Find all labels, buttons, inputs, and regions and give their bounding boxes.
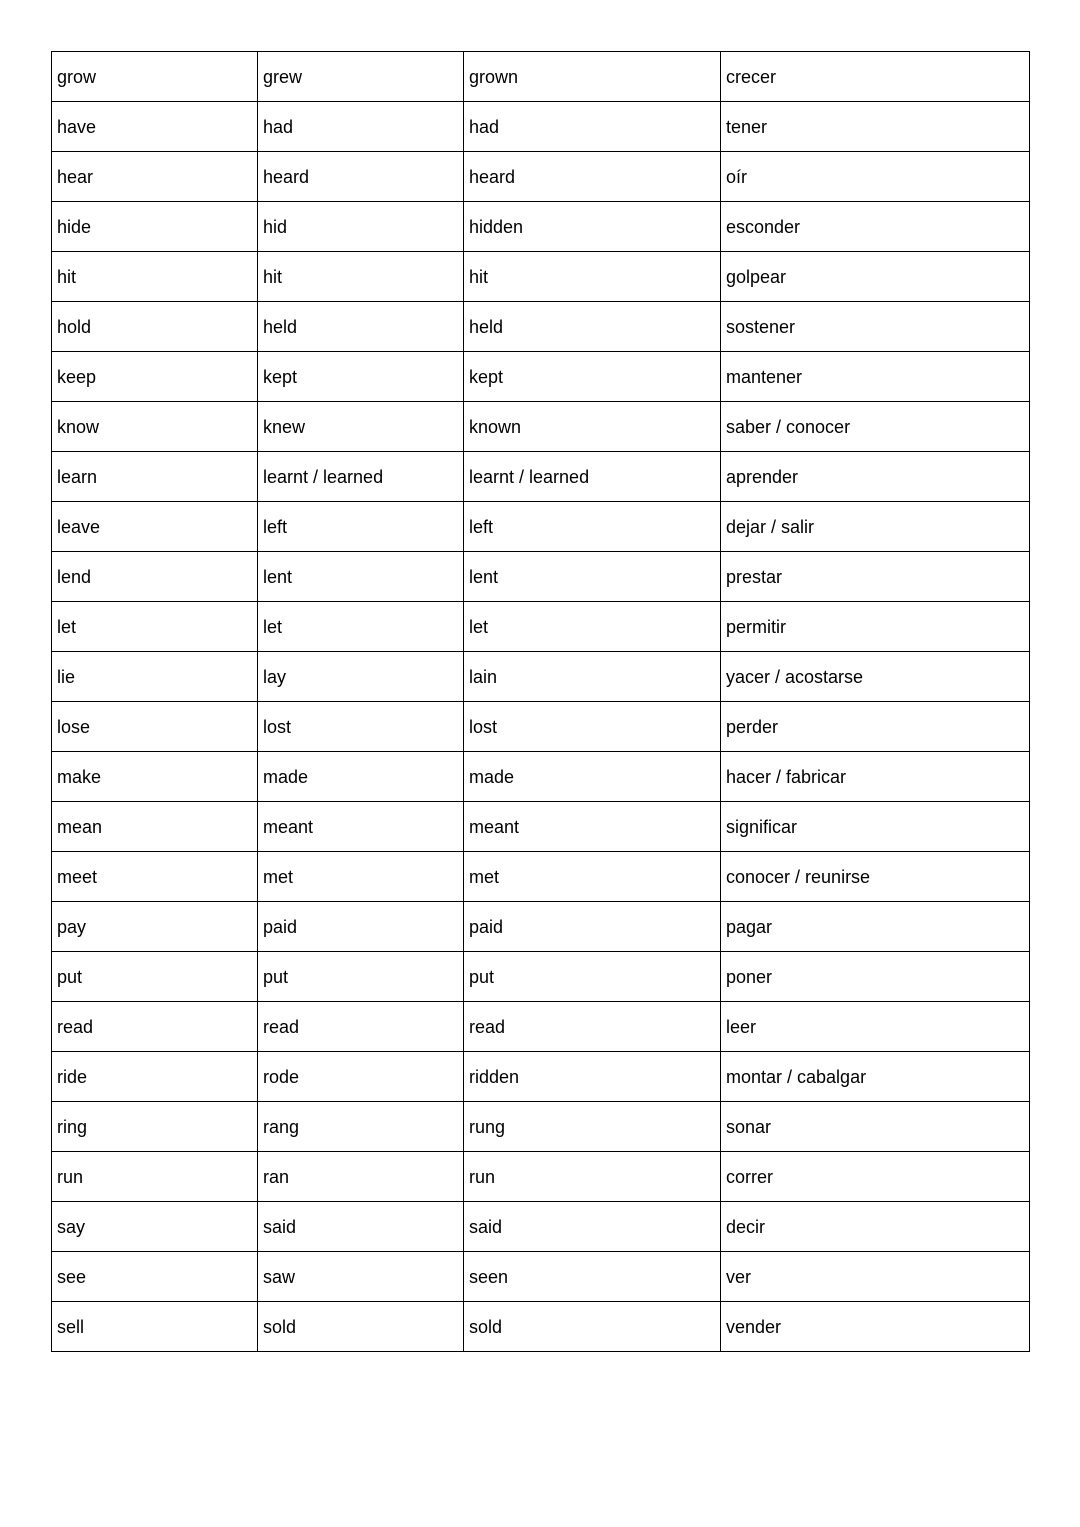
spanish-translation-cell: conocer / reunirse [721, 852, 1030, 902]
spanish-translation-cell: oír [721, 152, 1030, 202]
table-row [52, 152, 1030, 202]
base-form-cell: lie [52, 652, 258, 702]
spanish-translation-cell: montar / cabalgar [721, 1052, 1030, 1102]
spanish-translation-cell: sonar [721, 1102, 1030, 1152]
past-simple-cell: made [258, 752, 464, 802]
base-form-cell: know [52, 402, 258, 452]
spanish-translation-cell: correr [721, 1152, 1030, 1202]
past-participle-cell: seen [464, 1252, 721, 1302]
table-row [52, 302, 1030, 352]
base-form-cell: put [52, 952, 258, 1002]
spanish-translation-cell: perder [721, 702, 1030, 752]
past-participle-cell: had [464, 102, 721, 152]
verb-table-body [52, 52, 1030, 1352]
past-participle-cell: put [464, 952, 721, 1002]
past-participle-cell: hidden [464, 202, 721, 252]
spanish-translation-cell: significar [721, 802, 1030, 852]
table-row [52, 1252, 1030, 1302]
spanish-translation-cell: ver [721, 1252, 1030, 1302]
past-participle-cell: known [464, 402, 721, 452]
base-form-cell: run [52, 1152, 258, 1202]
past-participle-cell: paid [464, 902, 721, 952]
past-simple-cell: kept [258, 352, 464, 402]
past-simple-cell: let [258, 602, 464, 652]
base-form-cell: hide [52, 202, 258, 252]
spanish-translation-cell: aprender [721, 452, 1030, 502]
table-row [52, 802, 1030, 852]
spanish-translation-cell: esconder [721, 202, 1030, 252]
table-row [52, 352, 1030, 402]
past-participle-cell: said [464, 1202, 721, 1252]
past-simple-cell: sold [258, 1302, 464, 1352]
past-simple-cell: read [258, 1002, 464, 1052]
past-participle-cell: hit [464, 252, 721, 302]
base-form-cell: say [52, 1202, 258, 1252]
past-simple-cell: saw [258, 1252, 464, 1302]
past-participle-cell: run [464, 1152, 721, 1202]
spanish-translation-cell: prestar [721, 552, 1030, 602]
past-simple-cell: ran [258, 1152, 464, 1202]
past-simple-cell: lent [258, 552, 464, 602]
past-simple-cell: knew [258, 402, 464, 452]
base-form-cell: lend [52, 552, 258, 602]
spanish-translation-cell: saber / conocer [721, 402, 1030, 452]
past-participle-cell: rung [464, 1102, 721, 1152]
past-simple-cell: held [258, 302, 464, 352]
spanish-translation-cell: vender [721, 1302, 1030, 1352]
table-row [52, 702, 1030, 752]
base-form-cell: meet [52, 852, 258, 902]
spanish-translation-cell: crecer [721, 52, 1030, 102]
spanish-translation-cell: yacer / acostarse [721, 652, 1030, 702]
spanish-translation-cell: mantener [721, 352, 1030, 402]
spanish-translation-cell: leer [721, 1002, 1030, 1052]
past-simple-cell: put [258, 952, 464, 1002]
table-row [52, 652, 1030, 702]
base-form-cell: read [52, 1002, 258, 1052]
base-form-cell: ride [52, 1052, 258, 1102]
base-form-cell: hold [52, 302, 258, 352]
past-participle-cell: lost [464, 702, 721, 752]
past-simple-cell: hit [258, 252, 464, 302]
base-form-cell: mean [52, 802, 258, 852]
past-participle-cell: made [464, 752, 721, 802]
past-simple-cell: hid [258, 202, 464, 252]
base-form-cell: sell [52, 1302, 258, 1352]
past-participle-cell: lent [464, 552, 721, 602]
base-form-cell: see [52, 1252, 258, 1302]
spanish-translation-cell: decir [721, 1202, 1030, 1252]
spanish-translation-cell: tener [721, 102, 1030, 152]
past-participle-cell: ridden [464, 1052, 721, 1102]
table-row [52, 552, 1030, 602]
table-row [52, 402, 1030, 452]
spanish-translation-cell: hacer / fabricar [721, 752, 1030, 802]
past-simple-cell: heard [258, 152, 464, 202]
spanish-translation-cell: dejar / salir [721, 502, 1030, 552]
past-simple-cell: meant [258, 802, 464, 852]
spanish-translation-cell: pagar [721, 902, 1030, 952]
past-participle-cell: grown [464, 52, 721, 102]
table-row [52, 102, 1030, 152]
past-participle-cell: held [464, 302, 721, 352]
spanish-translation-cell: poner [721, 952, 1030, 1002]
irregular-verbs-table [51, 51, 1030, 1352]
past-participle-cell: meant [464, 802, 721, 852]
base-form-cell: lose [52, 702, 258, 752]
table-row [52, 1302, 1030, 1352]
past-simple-cell: left [258, 502, 464, 552]
table-row [52, 252, 1030, 302]
past-participle-cell: lain [464, 652, 721, 702]
past-simple-cell: paid [258, 902, 464, 952]
table-row [52, 1002, 1030, 1052]
past-simple-cell: rang [258, 1102, 464, 1152]
past-simple-cell: met [258, 852, 464, 902]
past-simple-cell: lay [258, 652, 464, 702]
base-form-cell: leave [52, 502, 258, 552]
base-form-cell: have [52, 102, 258, 152]
table-row [52, 502, 1030, 552]
past-participle-cell: sold [464, 1302, 721, 1352]
past-participle-cell: kept [464, 352, 721, 402]
past-participle-cell: let [464, 602, 721, 652]
past-participle-cell: heard [464, 152, 721, 202]
table-row [52, 952, 1030, 1002]
base-form-cell: pay [52, 902, 258, 952]
table-row [52, 1052, 1030, 1102]
base-form-cell: make [52, 752, 258, 802]
past-participle-cell: learnt / learned [464, 452, 721, 502]
table-row [52, 902, 1030, 952]
base-form-cell: grow [52, 52, 258, 102]
table-row [52, 752, 1030, 802]
past-participle-cell: read [464, 1002, 721, 1052]
table-row [52, 1152, 1030, 1202]
base-form-cell: learn [52, 452, 258, 502]
table-row [52, 852, 1030, 902]
spanish-translation-cell: permitir [721, 602, 1030, 652]
base-form-cell: let [52, 602, 258, 652]
table-row [52, 452, 1030, 502]
base-form-cell: hit [52, 252, 258, 302]
base-form-cell: keep [52, 352, 258, 402]
past-simple-cell: learnt / learned [258, 452, 464, 502]
past-simple-cell: grew [258, 52, 464, 102]
spanish-translation-cell: golpear [721, 252, 1030, 302]
table-row [52, 1102, 1030, 1152]
past-simple-cell: said [258, 1202, 464, 1252]
past-simple-cell: lost [258, 702, 464, 752]
base-form-cell: hear [52, 152, 258, 202]
past-simple-cell: had [258, 102, 464, 152]
base-form-cell: ring [52, 1102, 258, 1152]
table-row [52, 1202, 1030, 1252]
table-row [52, 52, 1030, 102]
past-participle-cell: left [464, 502, 721, 552]
table-row [52, 202, 1030, 252]
past-participle-cell: met [464, 852, 721, 902]
past-simple-cell: rode [258, 1052, 464, 1102]
spanish-translation-cell: sostener [721, 302, 1030, 352]
table-row [52, 602, 1030, 652]
